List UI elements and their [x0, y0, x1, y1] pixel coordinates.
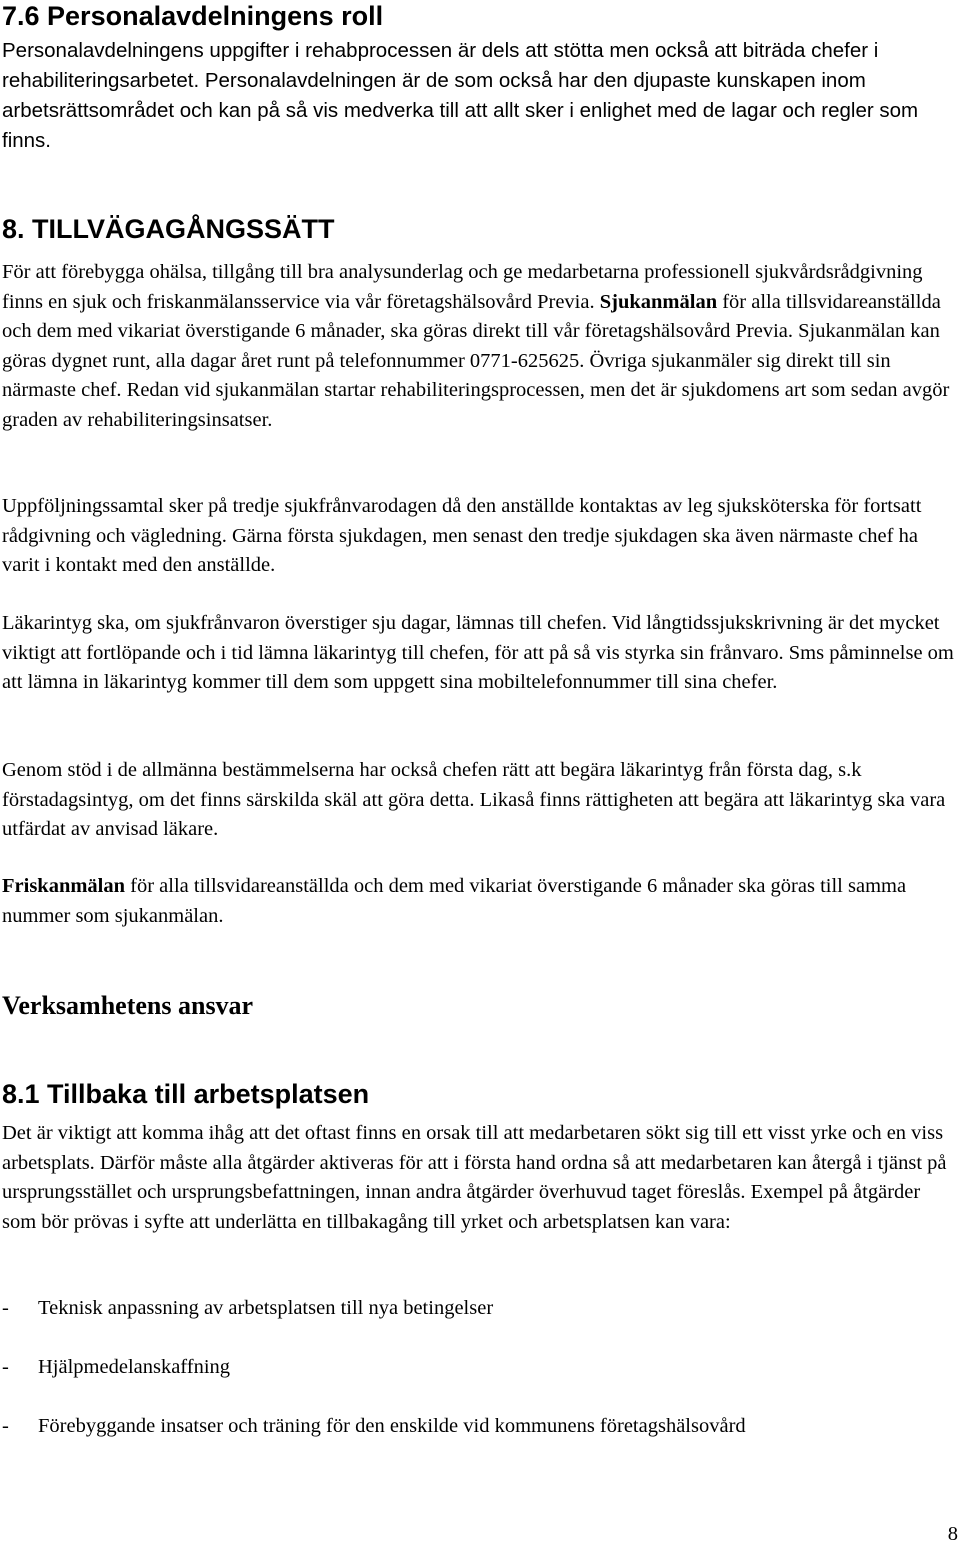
measures-list [2, 1293, 952, 1470]
dash-bullet: - [2, 1356, 9, 1378]
page-number: 8 [947, 1523, 958, 1545]
rehab-start-text: Redan vid sjukanmälan startar rehabiliteringsprocessen, men det är sjukdomens art som sedan avgör graden av rehabiliteringsinsatser. [2, 379, 950, 431]
section-7-6-paragraph: Personalavdelningens uppgifter i rehabprocessen är dels att stötta men också att biträda chefer i rehabiliteringsarbetet. Personalavdelningen är de som också har den djupaste kunskapen inom arbetsrättsområdet och kan på så vis medverka till att allt sker i enlighet med de lagar och regler som finns. [2, 39, 919, 152]
friskanmalan-bold-term: Friskanmälan [2, 875, 126, 897]
section-8-paragraph-1 [2, 258, 954, 435]
section-8-paragraph-4: Genom stöd i de allmänna bestämmelserna har också chefen rätt att begära läkarintyg från första dag, s.k förstadagsintyg, om det finns särskilda skäl att göra detta. Likaså finns rättigheten att begära att läkarintyg ska vara utfärdat av anvisad läkare. [2, 759, 946, 840]
list-item-text: Förebyggande insatser och träning för den enskilde vid kommunens företagshälsovård [38, 1415, 746, 1437]
section-heading-7-6: 7.6 Personalavdelningens roll [2, 1, 384, 31]
sjukanmalan-bold-term: Sjukanmälan [599, 290, 718, 313]
section-8-paragraph-5 [2, 872, 954, 931]
section-heading-8: 8. TILLVÄGAGÅNGSSÄTT [2, 214, 335, 244]
dash-bullet: - [2, 1415, 9, 1437]
list-item-text: Teknisk anpassning av arbetsplatsen till nya betingelser [38, 1297, 494, 1319]
sjukanmalan-text: för alla tillsvidareanställda och dem med vikariat överstigande 6 månader, ska göras direkt till vår företagshälsovård Previa. Sjukanmälan kan göras dygnet runt, alla dagar året runt på telefonnummer 0771-625625. Övriga sjukanmäler sig direkt till sin närmaste chef. [2, 290, 941, 401]
section-8-paragraph-3: Läkarintyg ska, om sjukfrånvaron överstiger sju dagar, lämnas till chefen. Vid långtidssjukskrivning är det mycket viktigt att fortlöpande och i tid lämna läkarintyg till chefen, för att på så vis styrka sin frånvaro. Sms påminnelse om att lämna in läkarintyg kommer till dem som uppgett sina mobiltelefonnummer till sina chefer. [2, 612, 954, 693]
previa-intro-text: För att förebygga ohälsa, tillgång till bra analysunderlag och ge medarbetarna professionell sjukvårdsrådgivning finns en sjuk och friskanmälansservice via vår företagshälsovård Previa. [2, 261, 923, 313]
list-item [2, 1352, 952, 1382]
list-item [2, 1411, 952, 1441]
section-heading-8-1: 8.1 Tillbaka till arbetsplatsen [2, 1079, 370, 1109]
verksamhetens-ansvar-heading: Verksamhetens ansvar [2, 991, 254, 1020]
section-8-1-paragraph: Det är viktigt att komma ihåg att det oftast finns en orsak till att medarbetaren sökt sig till ett visst yrke och en viss arbetsplats. Därför måste alla åtgärder aktiveras för att i första hand ordna så att medarbetaren kan återgå i tjänst på ursprungsstället och ursprungsbefattningen, innan andra åtgärder överhuvud taget föreslås. Exempel på åtgärder som bör prövas i syfte att underlätta en tillbakagång till yrket och arbetsplatsen kan vara: [2, 1122, 947, 1233]
list-item [2, 1293, 952, 1323]
list-item-text: Hjälpmedelanskaffning [38, 1356, 231, 1378]
dash-bullet: - [2, 1297, 9, 1319]
friskanmalan-text: för alla tillsvidareanställda och dem med vikariat överstigande 6 månader ska göras till samma nummer som sjukanmälan. [2, 875, 907, 927]
section-8-paragraph-2: Uppföljningssamtal sker på tredje sjukfrånvarodagen då den anställde kontaktas av leg sjuksköterska för fortsatt rådgivning och vägledning. Gärna första sjukdagen, men senast den tredje sjukdagen ska även närmaste chef ha varit i kontakt med den anställde. [2, 495, 922, 576]
